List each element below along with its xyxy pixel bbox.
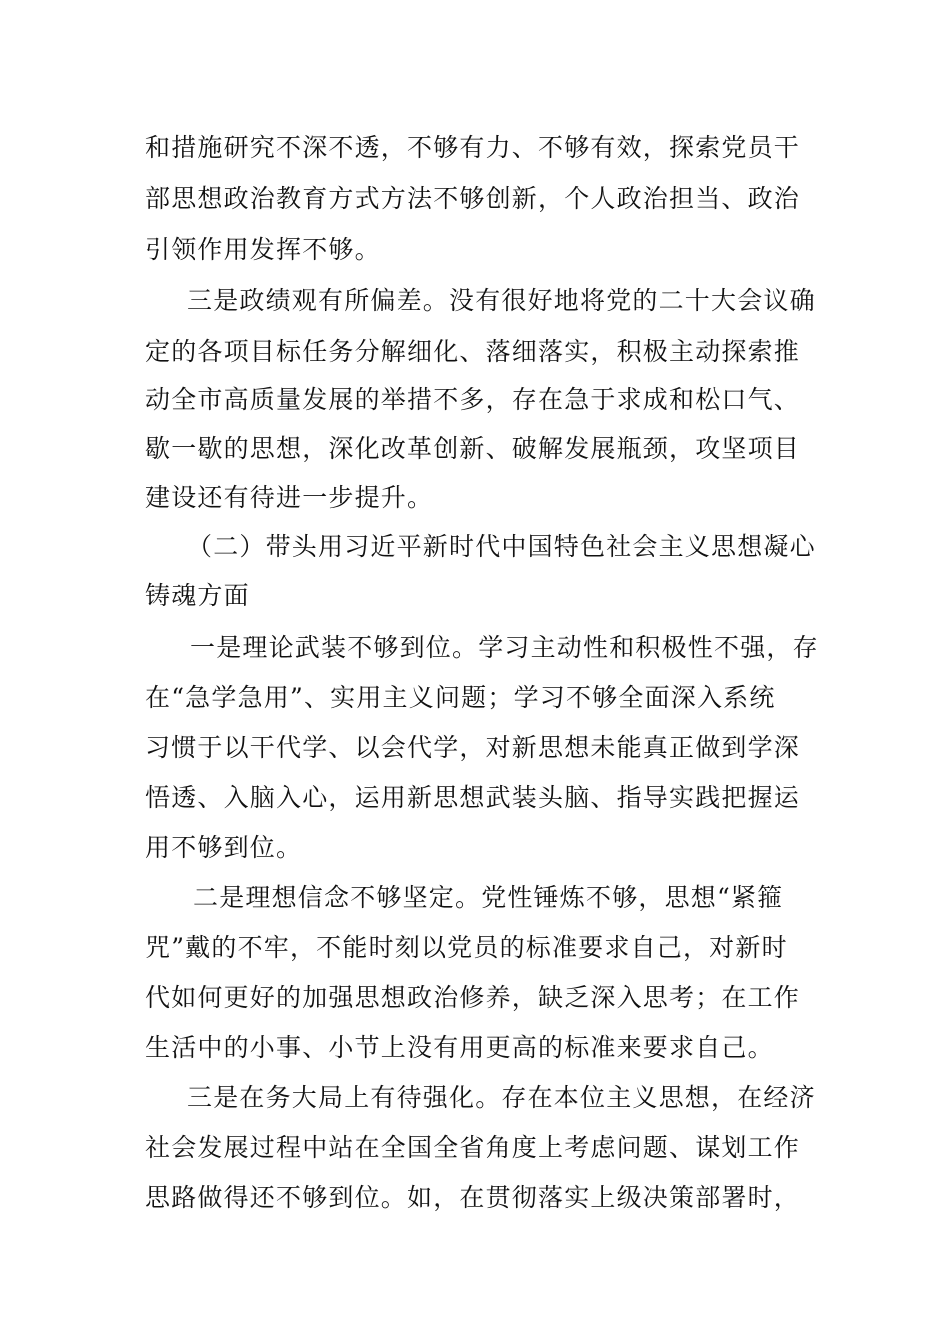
text-line: 定的各项目标任务分解细化、落细落实，积极主动探索推 — [145, 337, 801, 366]
section-heading-line: 铸魂方面 — [145, 581, 250, 610]
section-heading-line: （二）带头用习近平新时代中国特色社会主义思想凝心 — [187, 532, 816, 561]
text-line: 部思想政治教育方式方法不够创新，个人政治担当、政治 — [145, 184, 801, 213]
paragraph-start-line: 三是政绩观有所偏差。没有很好地将党的二十大会议确 — [187, 286, 816, 315]
text-line: 思路做得还不够到位。如，在贯彻落实上级决策部署时， — [145, 1183, 801, 1212]
text-line: 社会发展过程中站在全国全省角度上考虑问题、谋划工作 — [145, 1133, 801, 1162]
text-line: 悟透、入脑入心，运用新思想武装头脑、指导实践把握运 — [145, 783, 801, 812]
text-line: 习惯于以干代学、以会代学，对新思想未能真正做到学深 — [145, 733, 801, 762]
text-line: 引领作用发挥不够。 — [145, 235, 381, 264]
text-line: 用不够到位。 — [145, 833, 303, 862]
text-line: 建设还有待进一步提升。 — [145, 483, 434, 512]
text-line: 代如何更好的加强思想政治修养，缺乏深入思考；在工作 — [145, 983, 801, 1012]
paragraph-start-line: 三是在务大局上有待强化。存在本位主义思想，在经济 — [187, 1083, 816, 1112]
text-line: 歇一歇的思想，深化改革创新、破解发展瓶颈，攻坚项目 — [145, 434, 801, 463]
text-line: 在“急学急用”、实用主义问题；学习不够全面深入系统 — [145, 683, 776, 712]
text-line: 动全市高质量发展的举措不多，存在急于求成和松口气、 — [145, 385, 801, 414]
paragraph-start-line: 二是理想信念不够坚定。党性锤炼不够，思想“紧箍 — [193, 883, 784, 912]
text-line: 生活中的小事、小节上没有用更高的标准来要求自己。 — [145, 1033, 774, 1062]
text-line: 咒”戴的不牢，不能时刻以党员的标准要求自己，对新时 — [145, 933, 788, 962]
paragraph-start-line: 一是理论武装不够到位。学习主动性和积极性不强，存 — [190, 633, 819, 662]
text-line: 和措施研究不深不透，不够有力、不够有效，探索党员干 — [145, 133, 801, 162]
